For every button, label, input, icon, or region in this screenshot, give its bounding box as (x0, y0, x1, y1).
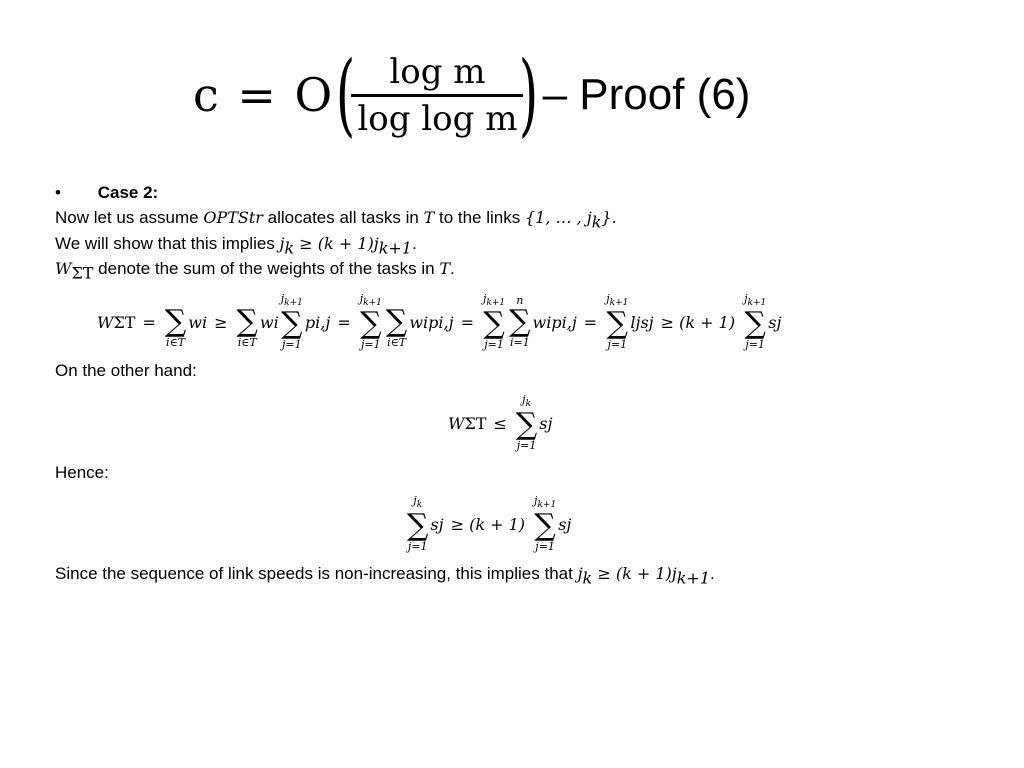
math-sub: ΣT (464, 413, 487, 433)
sigma-icon: ∑ (236, 304, 258, 339)
sigma-icon: ∑ (515, 407, 538, 443)
sum-lower: i∈T (237, 336, 257, 349)
sum-upper-sub: k (416, 500, 423, 511)
sigma-icon: ∑ (281, 306, 303, 342)
math: T (439, 259, 450, 278)
text: allocates all tasks in (262, 208, 424, 227)
sigma-icon: ∑ (606, 306, 628, 342)
sum-upper: j (744, 291, 748, 305)
sum-operator (165, 295, 186, 349)
title-numerator: log m (389, 51, 486, 92)
math: l (630, 312, 636, 332)
bullet-marker: • (55, 183, 61, 202)
sum-upper: j (280, 291, 285, 305)
math-sub: ΣT (113, 312, 136, 332)
sum-lower: j=1 (360, 338, 381, 352)
math: j (577, 564, 583, 583)
conclusion-line (55, 563, 715, 589)
math-sub: i (201, 312, 208, 332)
other-hand-line: On the other hand: (55, 361, 197, 380)
title-denominator: log log m (351, 94, 523, 141)
sum-operator (483, 293, 505, 351)
sum-operator (281, 293, 303, 351)
math-sub: i,j (438, 312, 454, 332)
math: = (583, 312, 598, 332)
math: }. (601, 208, 617, 227)
text: denote the sum of the weights of the tasks in (93, 259, 440, 278)
math: OPTStr (203, 208, 263, 227)
sigma-icon: ∑ (164, 304, 187, 339)
math: W (97, 312, 114, 332)
math: ≥ (k + 1) (660, 312, 736, 332)
math-sub: j (776, 312, 782, 332)
hence-line: Hence: (55, 463, 109, 482)
sum-operator (509, 295, 530, 349)
math: w (409, 312, 424, 332)
sigma-icon: ∑ (744, 306, 766, 342)
sum-operator (534, 495, 556, 553)
math: = (337, 312, 351, 332)
sum-upper: j (522, 392, 526, 406)
sum-upper-sub: k+1 (284, 298, 303, 309)
sum-upper: n (516, 294, 524, 307)
text: Now let us assume (55, 208, 204, 227)
sigma-icon: ∑ (534, 508, 556, 544)
math-sub: j (566, 514, 572, 534)
sum-lower: j=1 (745, 338, 765, 352)
title-suffix: – Proof (6) (542, 70, 751, 119)
title-formula (193, 40, 750, 150)
math-sub: j (438, 514, 444, 534)
sum-upper-sub: k+1 (537, 500, 557, 511)
sum-operator (516, 394, 537, 452)
math: s (558, 514, 567, 534)
sum-upper-sub: k+1 (486, 298, 506, 309)
sum-lower: i∈T (387, 336, 407, 349)
math: w (259, 312, 274, 332)
math-sub: i (273, 312, 279, 332)
sum-operator (744, 293, 766, 351)
math: ≥ (k + 1)j (294, 234, 379, 253)
sum-upper: j (606, 291, 610, 305)
sum-lower: j=1 (282, 338, 302, 352)
text: Since the sequence of link speeds is non-increasing, this implies that (55, 564, 578, 583)
sum-lower: j=1 (607, 338, 628, 352)
sum-lower: j=1 (535, 540, 555, 554)
sum-lower: i∈T (166, 336, 186, 349)
text: . (411, 234, 417, 253)
title-fraction (351, 50, 523, 141)
equation-speed-sum (405, 486, 571, 562)
slide-title (0, 40, 1024, 150)
math-sub: i (423, 312, 429, 332)
sum-operator (237, 295, 258, 349)
text: . (449, 259, 455, 278)
math: W (55, 259, 72, 278)
sum-operator (386, 295, 407, 349)
sum-upper-sub: k+1 (363, 298, 382, 309)
sum-operator (606, 293, 628, 351)
sum-upper: j (359, 291, 364, 305)
sum-lower: j=1 (516, 439, 537, 453)
definition-line (55, 258, 455, 284)
math: s (430, 514, 439, 534)
math: ≥ (k + 1)j (592, 564, 677, 583)
sum-operator (360, 293, 382, 351)
sigma-icon: ∑ (360, 306, 382, 342)
case-bullet (55, 182, 158, 204)
claim-line (55, 233, 417, 259)
equation-weight-bound (448, 385, 552, 461)
title-lhs: c = O (193, 68, 335, 122)
math-sub: k (582, 568, 593, 588)
sum-lower: i=1 (509, 336, 530, 349)
math-sub: j (547, 413, 553, 433)
sigma-icon: ∑ (509, 304, 531, 339)
case-label: Case 2: (97, 183, 159, 202)
math: w (532, 312, 547, 332)
math: {1, … , j (524, 208, 592, 227)
sum-upper-sub: k+1 (609, 298, 629, 309)
math-sub: k+1 (378, 238, 412, 258)
math-sub: i,j (561, 312, 577, 332)
math: j (279, 234, 285, 253)
assumption-line (55, 207, 617, 233)
text: . (710, 564, 715, 583)
sum-upper: j (482, 291, 487, 305)
right-paren-icon: ) (519, 42, 539, 147)
sum-upper: j (534, 493, 538, 507)
sum-upper: j (413, 493, 417, 507)
math: ≥ (214, 312, 228, 332)
math: p (551, 312, 562, 332)
math-sub: k (284, 238, 295, 258)
math: W (448, 413, 465, 433)
sum-upper-sub: k+1 (747, 298, 767, 309)
math-sub: k (591, 212, 602, 232)
equation-weight-chain (97, 284, 781, 360)
math: s (640, 312, 649, 332)
sum-operator (407, 495, 428, 553)
sum-lower: j=1 (407, 540, 428, 554)
math-sub: i (546, 312, 552, 332)
math: = (460, 312, 474, 332)
math: = (142, 312, 156, 332)
math: p (304, 312, 316, 332)
math-sub: j (648, 312, 654, 332)
sigma-icon: ∑ (385, 304, 408, 339)
math-sub: i,j (315, 312, 331, 332)
math-sub: j (635, 312, 641, 332)
math: s (768, 312, 777, 332)
math-sub: ΣT (71, 263, 94, 283)
text: We will show that this implies (55, 234, 280, 253)
left-paren-icon: ( (336, 42, 356, 147)
math: w (188, 312, 202, 332)
math: p (428, 312, 439, 332)
text: to the links (434, 208, 525, 227)
math-sub: k+1 (676, 568, 711, 588)
math: ≥ (k + 1) (450, 514, 526, 534)
math: ≤ (493, 413, 507, 433)
sum-upper-sub: k (525, 399, 531, 410)
math: T (423, 208, 435, 227)
sum-lower: j=1 (484, 338, 504, 352)
sigma-icon: ∑ (483, 306, 505, 342)
math: s (539, 413, 548, 433)
sigma-icon: ∑ (407, 508, 429, 544)
